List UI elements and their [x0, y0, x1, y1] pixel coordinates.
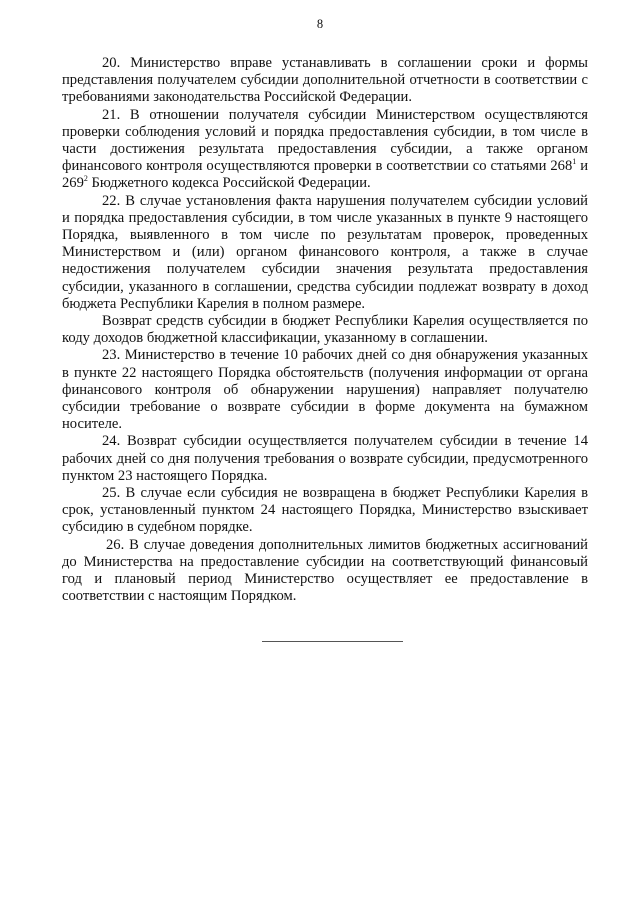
paragraph-21-tail: Бюджетного кодекса Российской Федерации.	[87, 175, 371, 192]
paragraph-24: 24. Возврат субсидии осуществляется получателем субсидии в течение 14 рабочих дней со дня получения требования о возврате субсидии, предусмотренного пунктом 23 настоящего Порядка.	[62, 433, 588, 484]
paragraph-23: 23. Министерство в течение 10 рабочих дней со дня обнаружения указанных в пункте 22 настоящего Порядка обстоятельств (получения информации от органа финансового контроля об обнаружении нарушения) направляет получателю субсидии требование о возврате субсидии в форме документа на бумажном носителе.	[62, 347, 588, 433]
paragraph-22-refund-code: Возврат средств субсидии в бюджет Республики Карелия осуществляется по коду доходов бюджетной классификации, указанному в соглашении.	[62, 313, 588, 347]
article-268-number: 268	[550, 158, 573, 175]
paragraph-21-text: 21. В отношении получателя субсидии Министерством осуществляются проверки соблюдения условий и порядка предоставления субсидии, в том числе в части достижения результата предоставления субсидии, а также органом финансового контроля осуществляются проверки в соответствии со статьями	[62, 106, 588, 175]
article-269-superscript: 2	[83, 174, 88, 184]
paragraph-26: 26. В случае доведения дополнительных лимитов бюджетных ассигнований до Министерства на предоставление субсидии на соответствующий финансовый год и плановый период Министерство осуществляет ее предоставление в соответствии с настоящим Порядком.	[62, 536, 588, 605]
article-conjunction: и	[576, 158, 589, 175]
end-divider	[262, 641, 403, 642]
paragraph-21	[62, 107, 588, 193]
article-268-superscript: 1	[572, 157, 577, 167]
paragraph-20: 20. Министерство вправе устанавливать в соглашении сроки и формы представления получателем субсидии дополнительной отчетности в соответствии с требованиями законодательства Российской Федерации.	[62, 55, 588, 106]
article-269-number: 269	[62, 175, 84, 192]
paragraph-22: 22. В случае установления факта нарушения получателем субсидии условий и порядка предоставления субсидии, в том числе указанных в пункте 9 настоящего Порядка, выявленного в том числе по результатам проверок, проведенных Министерством и (или) органом финансового контроля, а также в случае недостижения получателем субсидии значения результата предоставления субсидии, указанного в соглашении, средства субсидии подлежат возврату в доход бюджета Республики Карелия в полном размере.	[62, 192, 588, 312]
document-body	[62, 55, 588, 606]
page-number: 8	[316, 17, 324, 31]
paragraph-25: 25. В случае если субсидия не возвращена в бюджет Республики Карелия в срок, установленный пунктом 24 настоящего Порядка, Министерство взыскивает субсидию в судебном порядке.	[62, 485, 588, 536]
